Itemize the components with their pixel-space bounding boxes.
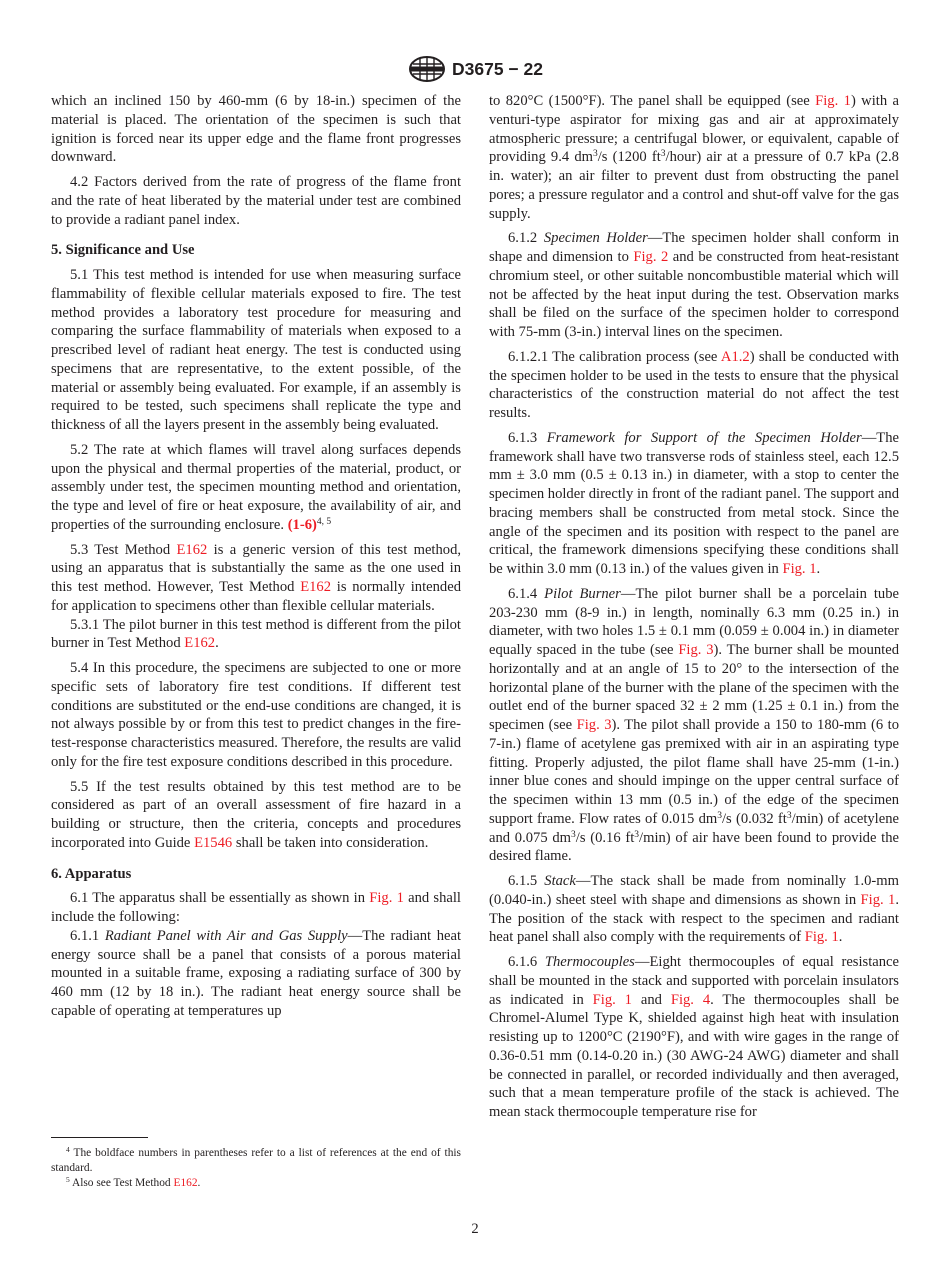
footnote-5: $^5$ Also see Test Method E162. [66,1175,201,1189]
paragraph-6-1-3: 6.1.3 Framework for Support of the Specimen Holder—The framework shall have two transverse rods of stainless steel, each 12.5 mm ± 3.0 mm (0.5 ± 0.13 in.) in diameter, with a stop to center the specimen holder directly in front of the radiant panel. The support and bracing members shall be constructed from metal stock. Since the angle of the specimen and its position with respect to the panel are critical, the framework dimensions specifying these conditions shall be within 3.0 mm (0.13 in.) of the values given in Fig. 1. [489,429,899,577]
section-5-title: 5. Significance and Use [51,242,195,259]
paragraph-6-1-5: 6.1.5 Stack—The stack shall be made from nominally 1.0-mm (0.040-in.) sheet steel with shape and dimensions as shown in Fig. 1. The position of the stack with respect to the specimen and radiant heat panel shall also comply with the requirements of Fig. 1. [489,873,900,946]
fig-1-link[interactable]: Fig. 1 [782,561,817,577]
page-header [0,55,950,83]
right-column [489,92,899,1122]
paragraph-5-4: 5.4 In this procedure, the specimens are subjected to one or more specific sets of laboratory fire test conditions. If different test conditions are substituted or the end-use conditions are changed, it is not always possible by or from this test to predict changes in the fire-test-response characteristics measured. Therefore, the results are valid only for the fire test exposure conditions described in this procedure. [51,660,461,770]
paragraph-5-3: 5.3 Test Method E162 is a generic version of this test method, using an apparatus that is substantially the same as the one used in this test method. However, Test Method E162 is normally intended for application to specimens other than flexible cellular materials. [51,541,462,614]
paragraph-5-3-1: 5.3.1 The pilot burner in this test method is different from the pilot burner in Test Method E162. [51,616,461,652]
page-number: 2 [471,1221,479,1237]
section-6-title: 6. Apparatus [51,865,132,882]
fig-3-link[interactable]: Fig. 3 [678,642,714,658]
e162-link[interactable]: E162 [300,579,332,595]
astm-logo-icon [407,55,447,83]
paragraph-5-1: 5.1 This test method is intended for use when measuring surface flammability of flexible cellular materials exposed to fire. The test method provides a laboratory test procedure for measuring and comparing the surface flammability of materials when exposed to a prescribed level of radiant heat energy. The test is conducted using specimens that are representative, to the extent possible, of the material or assembly being evaluated. For example, if an assembly is required to be tested, such specimens shall replicate the type and thickness of all the layers present in the assembly being evaluated. [51,267,461,433]
e162-link[interactable]: E162 [184,635,216,652]
footnotes [51,1146,461,1191]
paragraph-6-1-6: 6.1.6 Thermocouples—Eight thermocouples of equal resistance shall be mounted in the stack and supported with porcelain insulators as indicated in Fig. 1 and Fig. 4. The thermocouples shall be Chromel-Alumel Type K, shielded against high heat with insulation resisting up to 1200°C (2190°F), and with wire gages in the range of 0.36-0.51 mm (0.14-0.20 in.) (30 AWG-24 AWG) diameter and shall be connected in parallel, or recorded individually and then averaged, such that a mean temperature profile of the stack is achieved. The mean stack thermocouple temperature rise for [489,954,900,1120]
fig-1-link[interactable]: Fig. 1 [804,929,839,946]
paragraph-5-5: 5.5 If the test results obtained by this test method are to be considered as part of an overall assessment of fire hazard in a building or structure, then the criteria, concepts and procedures incorporated into Guide E1546 shall be taken into consideration. [51,778,461,851]
fig-1-link[interactable]: Fig. 1 [369,890,404,907]
document-number: D3675 − 22 [452,58,543,79]
fig-2-link[interactable]: Fig. 2 [633,249,669,265]
paragraph-5-2: 5.2 The rate at which flames will travel along surfaces depends upon the physical and thermal properties of the material, product, or assembly under test, the specimen mounting method and orientation, the type and level of fire or heat exposure, the availability of air, and properties of the surrounding enclosure. $(1-6)^{4, 5}$ [51,441,461,533]
footnote-marker: 4, 5 [316,516,332,527]
fig-1-link[interactable]: Fig. 1 [860,891,896,908]
e162-link[interactable]: E162 [176,541,208,558]
paragraph-6-1-4: 6.1.4 Pilot Burner—The pilot burner shall be a porcelain tube 203-230 mm (8-9 in.) in length, nominally 6.3 mm (0.25 in.) in diameter, with two holes 1.5 ± 0.1 mm (0.059 ± 0.004 in.) in diameter equally spaced in the tube (see Fig. 3). The burner shall be mounted horizontally and at an angle of 15 to 20° to the intersection of the horizontal plane of the burner with the plane of the specimen with the outlet end of the burner spaced 32 ± 2 mm (1.25 ± 0.1 in.) from the specimen (see Fig. 3). The pilot shall provide a 150 to 180-mm (6 to 7-in.) flame of acetylene gas premixed with air in an aspirating type fitting. Properly adjusted, the pilot flame shall have 25-mm (1-in.) inner blue cones and should impinge on the upper central surface of the specimen within 13 mm (0.5 in.) of the edge of the specimen support frame. Flow rates of 0.015 $dm^3/s$ (0.032 $ft^3/\min$) of acetylene and 0.075 $dm^3/s$ (0.16 $ft^3/\min$) of air have been found to provide the desired flame. [489,585,900,865]
annex-a1-2-link[interactable]: A1.2 [720,348,750,365]
paragraph-6-1-1-continued: to 820°C (1500°F). The panel shall be equipped (see Fig. 1) with a venturi-type aspirator for mixing gas and air at approximately atmospheric pressure; a centrifugal blower, or equivalent, capable of providing 9.4 $dm^3/s$ (1200 $ft^3/hour$) air at a pressure of 0.7 kPa (2.8 in. water); an air filter to prevent dust from obstructing the panel pores; a pressure regulator and a control and shut-off valve for the gas supply. [489,93,899,222]
paragraph-4-1-continued: which an inclined 150 by 460-mm (6 by 18-in.) specimen of the material is placed. The orientation of the specimen is such that ignition is forced near its upper edge and the flame front progresses downward. [51,93,461,166]
fig-1-link[interactable]: Fig. 1 [592,991,632,1008]
paragraph-6-1-1: 6.1.1 Radiant Panel with Air and Gas Supply—The radiant heat energy source shall be a panel that consists of a porous material mounted in a suitable frame, exposing a radiating surface of 300 by 460 mm (12 by 18 in.). The radiant heat energy source shall be capable of operating at temperatures up [51,927,462,1019]
left-column [51,92,461,1021]
e162-link[interactable]: E162 [173,1177,198,1189]
e1546-link[interactable]: E1546 [194,834,233,851]
footnote-4: $^4$ The boldface numbers in parentheses refer to a list of references at the end of this standard. [51,1145,461,1174]
paragraph-6-1-2-1: 6.1.2.1 The calibration process (see A1.2) shall be conducted with the specimen holder to be used in the tests to ensure that the physical characteristics of the construction material do not affect the test results. [489,348,899,421]
fig-4-link[interactable]: Fig. 4 [670,991,711,1008]
fig-3-link[interactable]: Fig. 3 [576,717,612,733]
paragraph-6-1: 6.1 The apparatus shall be essentially as shown in Fig. 1 and shall include the following: [51,890,461,925]
footnote-divider [51,1137,148,1138]
reference-link[interactable]: (1-6) [287,516,317,533]
paragraph-4-2: 4.2 Factors derived from the rate of progress of the flame front and the rate of heat liberated by the material under test are combined to provide a radiant panel index. [51,174,461,228]
fig-1-link[interactable]: Fig. 1 [815,93,851,109]
paragraph-6-1-2: 6.1.2 Specimen Holder—The specimen holder shall conform in shape and dimension to Fig. 2 and be constructed from heat-resistant chromium steel, or other suitable noncombustible material which will not be affected by the heat input during the test. Observation marks shall be filed on the surface of the specimen holder to correspond with 75-mm (3-in.) interval lines on the specimen. [489,230,899,340]
